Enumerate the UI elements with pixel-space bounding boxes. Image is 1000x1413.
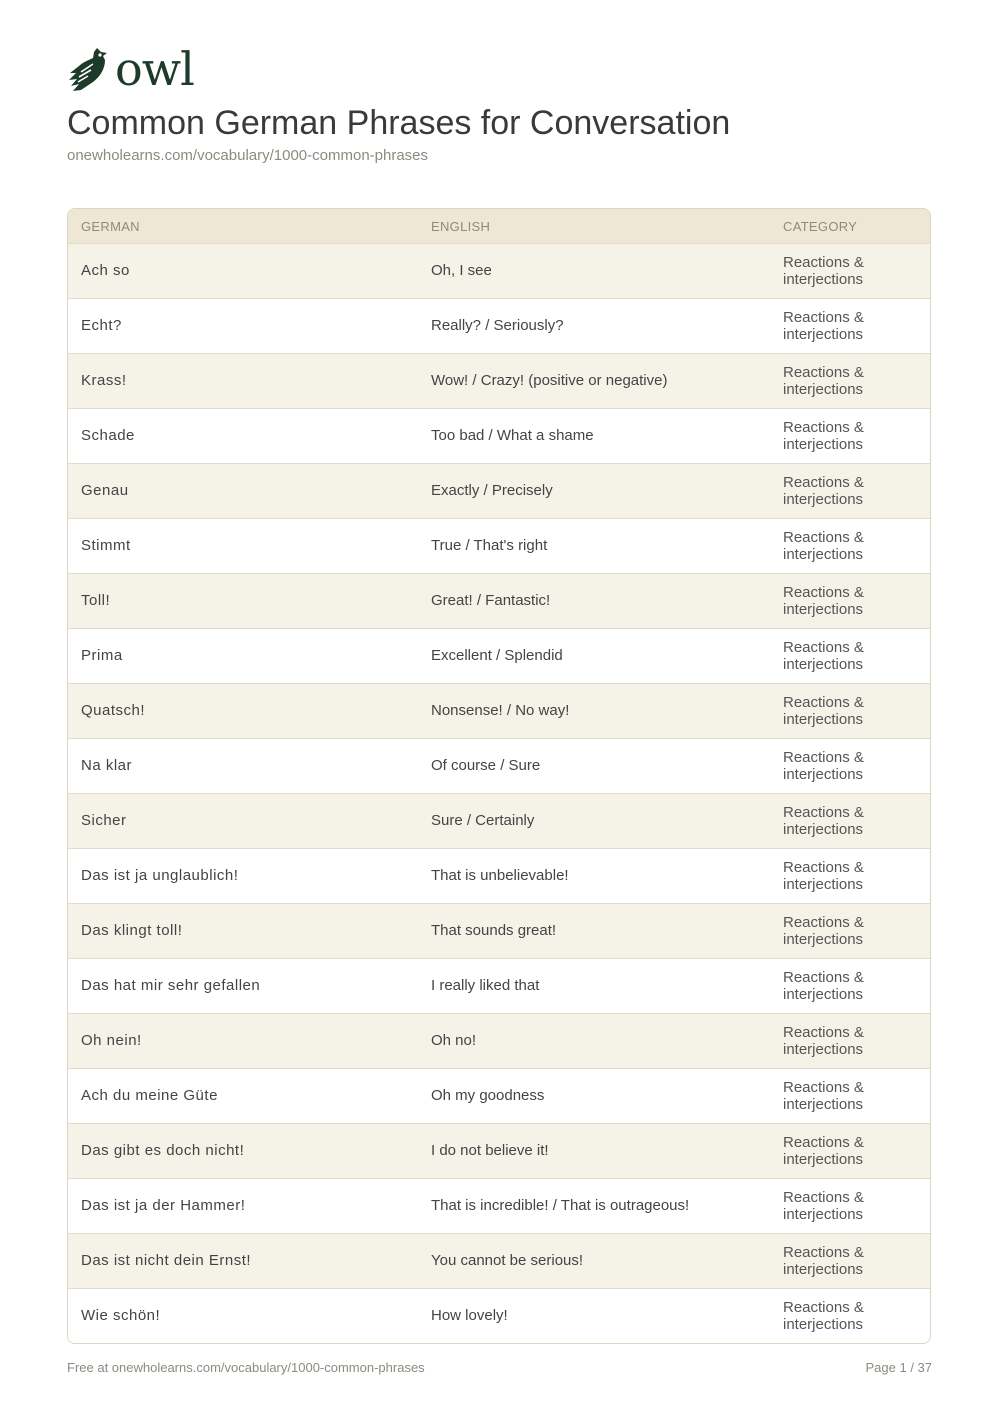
cell-german: Echt? [68,299,418,354]
table-row [68,1124,931,1179]
table-row [68,244,931,299]
cell-german: Ach du meine Güte [68,1069,418,1124]
table-row [68,629,931,684]
table-row [68,519,931,574]
table-row [68,684,931,739]
table-row [68,1069,931,1124]
cell-german: Genau [68,464,418,519]
column-header-category: CATEGORY [770,209,931,244]
cell-category: Reactions & interjections [770,574,931,629]
table-header-row [68,209,931,244]
cell-english: Oh, I see [418,244,770,299]
cell-german: Sicher [68,794,418,849]
cell-category: Reactions & interjections [770,1179,931,1234]
table-row [68,1289,931,1344]
cell-german: Das hat mir sehr gefallen [68,959,418,1014]
cell-category: Reactions & interjections [770,739,931,794]
cell-german: Das klingt toll! [68,904,418,959]
cell-english: Really? / Seriously? [418,299,770,354]
cell-category: Reactions & interjections [770,354,931,409]
column-header-german: GERMAN [68,209,418,244]
cell-category: Reactions & interjections [770,519,931,574]
page-title: Common German Phrases for Conversation [67,104,731,142]
cell-category: Reactions & interjections [770,464,931,519]
cell-english: Excellent / Splendid [418,629,770,684]
owl-bird-icon [67,46,111,92]
cell-category: Reactions & interjections [770,409,931,464]
cell-english: I really liked that [418,959,770,1014]
cell-german: Das ist nicht dein Ernst! [68,1234,418,1289]
cell-english: True / That's right [418,519,770,574]
phrases-table [67,208,931,1344]
table-row [68,464,931,519]
cell-category: Reactions & interjections [770,629,931,684]
cell-german: Ach so [68,244,418,299]
cell-english: I do not believe it! [418,1124,770,1179]
cell-german: Wie schön! [68,1289,418,1344]
cell-english: Sure / Certainly [418,794,770,849]
cell-category: Reactions & interjections [770,1234,931,1289]
cell-category: Reactions & interjections [770,299,931,354]
cell-english: Nonsense! / No way! [418,684,770,739]
cell-german: Prima [68,629,418,684]
cell-german: Schade [68,409,418,464]
cell-english: Oh my goodness [418,1069,770,1124]
cell-german: Oh nein! [68,1014,418,1069]
cell-german: Das ist ja unglaublich! [68,849,418,904]
brand-name: owl [115,42,194,96]
cell-category: Reactions & interjections [770,849,931,904]
cell-category: Reactions & interjections [770,1014,931,1069]
cell-german: Quatsch! [68,684,418,739]
cell-english: Too bad / What a shame [418,409,770,464]
cell-german: Na klar [68,739,418,794]
cell-english: That sounds great! [418,904,770,959]
table-row [68,959,931,1014]
cell-english: Of course / Sure [418,739,770,794]
footer-source[interactable]: Free at onewholearns.com/vocabulary/1000-common-phrases [67,1360,425,1375]
source-url[interactable]: onewholearns.com/vocabulary/1000-common-phrases [67,147,429,164]
cell-category: Reactions & interjections [770,959,931,1014]
cell-english: You cannot be serious! [418,1234,770,1289]
cell-english: Great! / Fantastic! [418,574,770,629]
cell-german: Das ist ja der Hammer! [68,1179,418,1234]
table-row [68,574,931,629]
column-header-english: ENGLISH [418,209,770,244]
table-row [68,1179,931,1234]
cell-english: That is incredible! / That is outrageous! [418,1179,770,1234]
table-row [68,409,931,464]
cell-german: Krass! [68,354,418,409]
cell-category: Reactions & interjections [770,904,931,959]
cell-english: That is unbelievable! [418,849,770,904]
page-number: Page 1 / 37 [865,1360,932,1375]
cell-german: Das gibt es doch nicht! [68,1124,418,1179]
cell-english: How lovely! [418,1289,770,1344]
cell-category: Reactions & interjections [770,1289,931,1344]
cell-category: Reactions & interjections [770,1069,931,1124]
table-row [68,1234,931,1289]
cell-german: Stimmt [68,519,418,574]
brand-logo [67,42,194,96]
cell-category: Reactions & interjections [770,1124,931,1179]
table-row [68,354,931,409]
table-row [68,794,931,849]
cell-english: Exactly / Precisely [418,464,770,519]
cell-category: Reactions & interjections [770,794,931,849]
table-row [68,739,931,794]
table-row [68,904,931,959]
cell-category: Reactions & interjections [770,244,931,299]
table-row [68,1014,931,1069]
table-row [68,299,931,354]
cell-english: Wow! / Crazy! (positive or negative) [418,354,770,409]
cell-category: Reactions & interjections [770,684,931,739]
cell-english: Oh no! [418,1014,770,1069]
table-row [68,849,931,904]
cell-german: Toll! [68,574,418,629]
